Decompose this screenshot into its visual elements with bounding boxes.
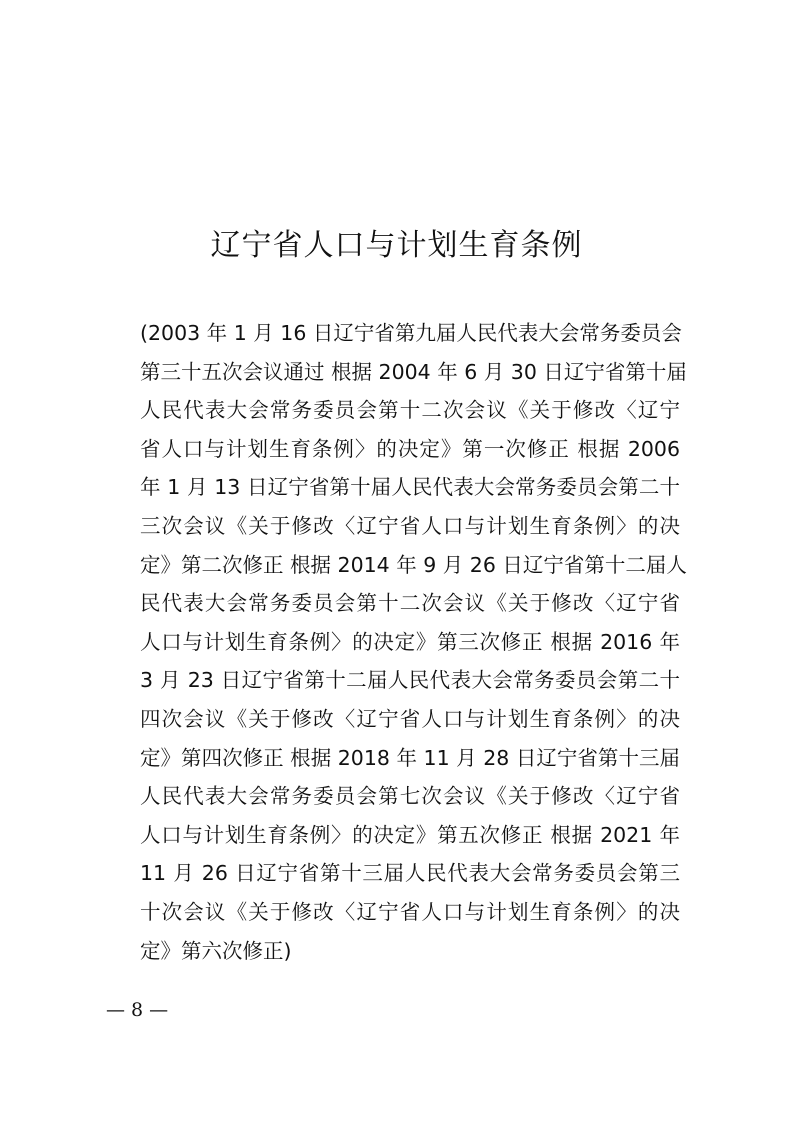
history-line: 定》第四次修正 根据 2018 年 11 月 28 日辽宁省第十三届 xyxy=(140,745,680,770)
legislative-history-note xyxy=(140,314,687,970)
history-line: 省人口与计划生育条例〉的决定》第一次修正 根据 2006 xyxy=(140,436,680,461)
history-line: 人口与计划生育条例〉的决定》第三次修正 根据 2016 年 xyxy=(140,629,680,654)
history-line: 定》第六次修正) xyxy=(140,938,292,963)
history-line: 第三十五次会议通过 根据 2004 年 6 月 30 日辽宁省第十届 xyxy=(140,359,687,384)
history-line: 十次会议《关于修改〈辽宁省人口与计划生育条例〉的决 xyxy=(140,899,680,924)
history-line: 人民代表大会常务委员会第七次会议《关于修改〈辽宁省 xyxy=(140,784,680,809)
history-line: 人民代表大会常务委员会第十二次会议《关于修改〈辽宁 xyxy=(140,398,680,423)
history-line: (2003 年 1 月 16 日辽宁省第九届人民代表大会常务委员会 xyxy=(140,321,682,345)
history-line: 年 1 月 13 日辽宁省第十届人民代表大会常务委员会第二十 xyxy=(140,475,680,500)
history-line: 定》第二次修正 根据 2014 年 9 月 26 日辽宁省第十二届人 xyxy=(140,552,687,577)
history-line: 人口与计划生育条例〉的决定》第五次修正 根据 2021 年 xyxy=(140,822,680,847)
history-line: 三次会议《关于修改〈辽宁省人口与计划生育条例〉的决 xyxy=(140,513,680,538)
history-line: 民代表大会常务委员会第十二次会议《关于修改〈辽宁省 xyxy=(140,591,680,616)
history-line: 11 月 26 日辽宁省第十三届人民代表大会常务委员会第三 xyxy=(140,861,680,886)
history-line: 四次会议《关于修改〈辽宁省人口与计划生育条例〉的决 xyxy=(140,706,680,731)
document-title: 辽宁省人口与计划生育条例 xyxy=(210,228,583,263)
page-number: — 8 — xyxy=(106,999,169,1021)
history-line: 3 月 23 日辽宁省第十二届人民代表大会常务委员会第二十 xyxy=(140,668,680,693)
